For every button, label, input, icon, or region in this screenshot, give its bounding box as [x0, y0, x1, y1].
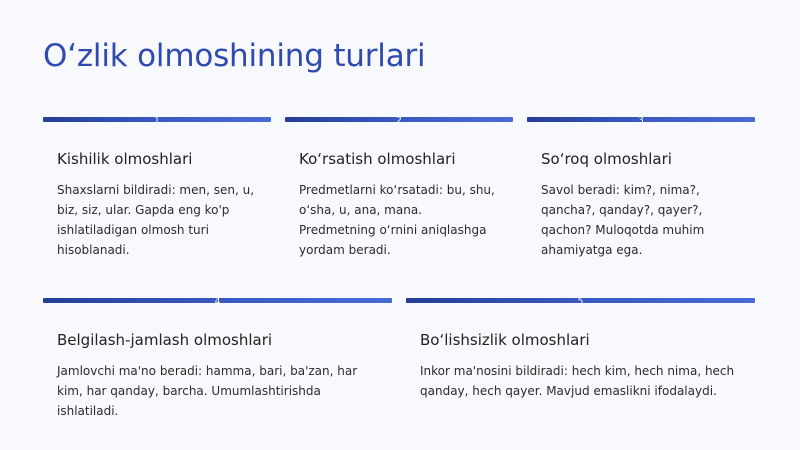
card-kishilik [43, 117, 271, 260]
card-number: 1 [154, 116, 160, 126]
card-number: 4 [214, 297, 221, 307]
card-korsatish [285, 117, 513, 260]
card-heading: Bo‘lishsizlik olmoshlari [420, 331, 590, 349]
card-accent-bar [285, 116, 513, 126]
card-heading: Ko‘rsatish olmoshlari [299, 150, 456, 168]
card-soroq [527, 117, 755, 260]
card-accent-bar [527, 116, 755, 126]
card-text: Savol beradi: kim?, nima?, qancha?, qanday?, qayer?, qachon? Muloqotda muhim ahamiyatga ega. [541, 183, 705, 257]
card-number: 3 [638, 116, 644, 126]
card-heading: Belgilash-jamlash olmoshlari [57, 331, 273, 349]
card-accent-bar [406, 297, 755, 307]
card-accent-bar [43, 116, 271, 126]
card-belgilash-jamlash [43, 298, 392, 421]
card-accent-bar [43, 297, 392, 307]
card-text: Inkor ma'nosini bildiradi: hech kim, hech nima, hech qanday, hech qayer. Mavjud emaslikni ifodalaydi. [420, 364, 735, 398]
card-text: Predmetlarni ko‘rsatadi: bu, shu, o‘sha, u, ana, mana. Predmetning o‘rnini aniqlashga yordam beradi. [299, 183, 495, 257]
card-heading: Kishilik olmoshlari [57, 150, 193, 168]
card-text: Shaxslarni bildiradi: men, sen, u, biz, siz, ular. Gapda eng ko'p ishlatiladigan olmosh turi hisoblanadi. [57, 183, 255, 257]
slide-title: O‘zlik olmoshining turlari [43, 38, 426, 74]
card-bolishsizlik [406, 298, 755, 401]
card-heading: So‘roq olmoshlari [541, 150, 672, 168]
card-number: 2 [396, 116, 402, 126]
card-text: Jamlovchi ma'no beradi: hamma, bari, ba'zan, har kim, har qanday, barcha. Umumlashtirishda ishlatiladi. [57, 364, 358, 418]
card-number: 5 [577, 297, 584, 307]
